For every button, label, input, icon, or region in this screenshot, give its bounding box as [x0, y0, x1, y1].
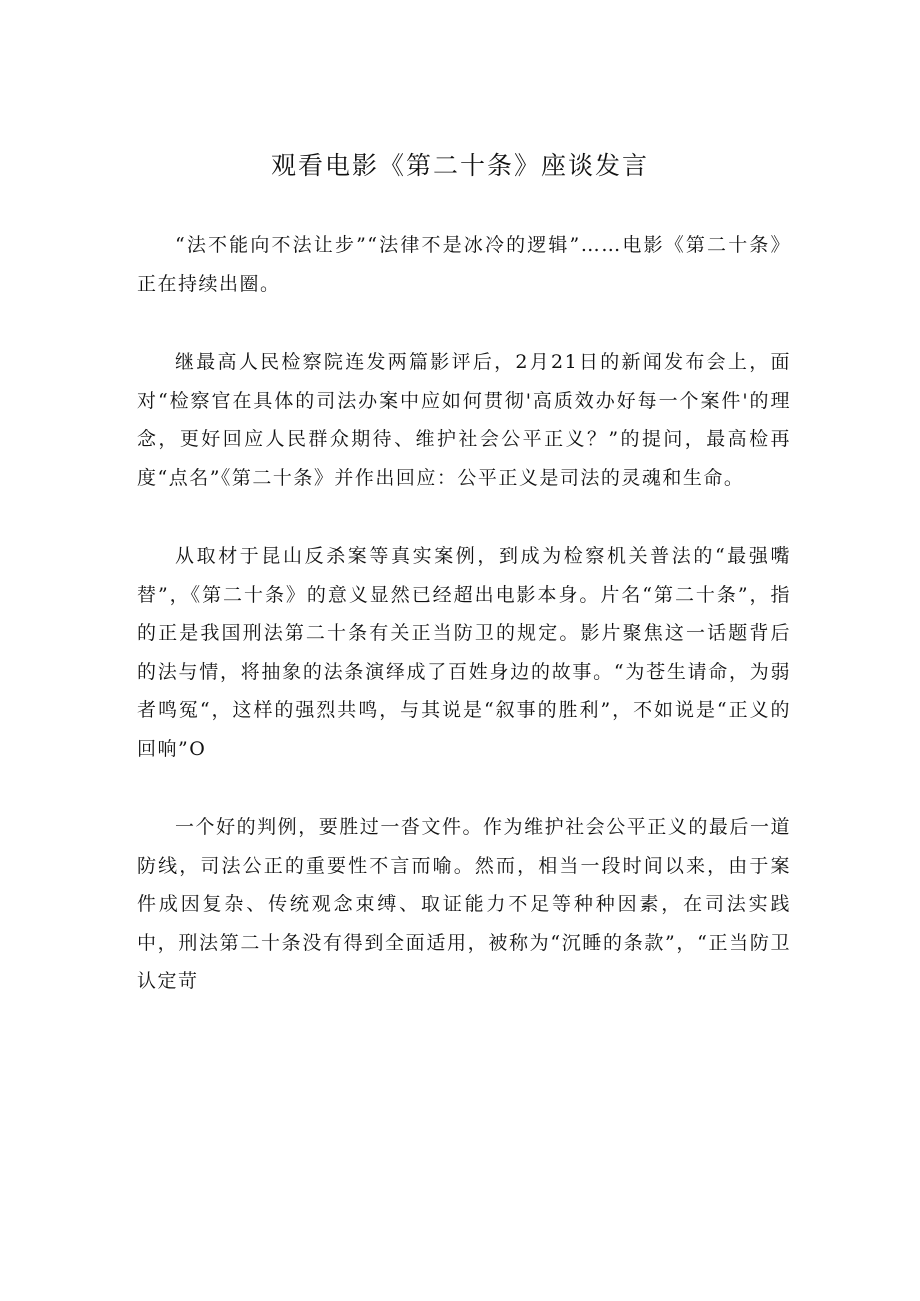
document-body — [137, 226, 791, 1041]
document-title: 观看电影《第二十条》座谈发言 — [270, 151, 649, 180]
paragraph-2: 继最高人民检察院连发两篇影评后，2月21日的新闻发布会上，面对“检察官在具体的司法办案中应如何贯彻'高质效办好每一个案件'的理念，更好回应人民群众期待、维护社会公平正义？”的提问，最高检再度“点名”《第二十条》并作出回应：公平正义是司法的灵魂和生命。 — [137, 351, 791, 489]
paragraph-3: 从取材于昆山反杀案等真实案例，到成为检察机关普法的“最强嘴替”，《第二十条》的意义显然已经超出电影本身。片名“第二十条”，指的正是我国刑法第二十条有关正当防卫的规定。影片聚焦这一话题背后的法与情，将抽象的法条演绎成了百姓身边的故事。“为苍生请命，为弱者鸣冤“，这样的强烈共鸣，与其说是“叙事的胜利”，不如说是“正义的回响”O — [137, 545, 791, 760]
paragraph-4: 一个好的判例，要胜过一沓文件。作为维护社会公平正义的最后一道防线，司法公正的重要性不言而喻。然而，相当一段时间以来，由于案件成因复杂、传统观念束缚、取证能力不足等种种因素，在司法实践中，刑法第二十条没有得到全面适用，被称为“沉睡的条款”，“正当防卫认定苛 — [137, 816, 791, 992]
paragraph-1: “法不能向不法让步”“法律不是冰冷的逻辑”……电影《第二十条》正在持续出圈。 — [137, 234, 791, 295]
